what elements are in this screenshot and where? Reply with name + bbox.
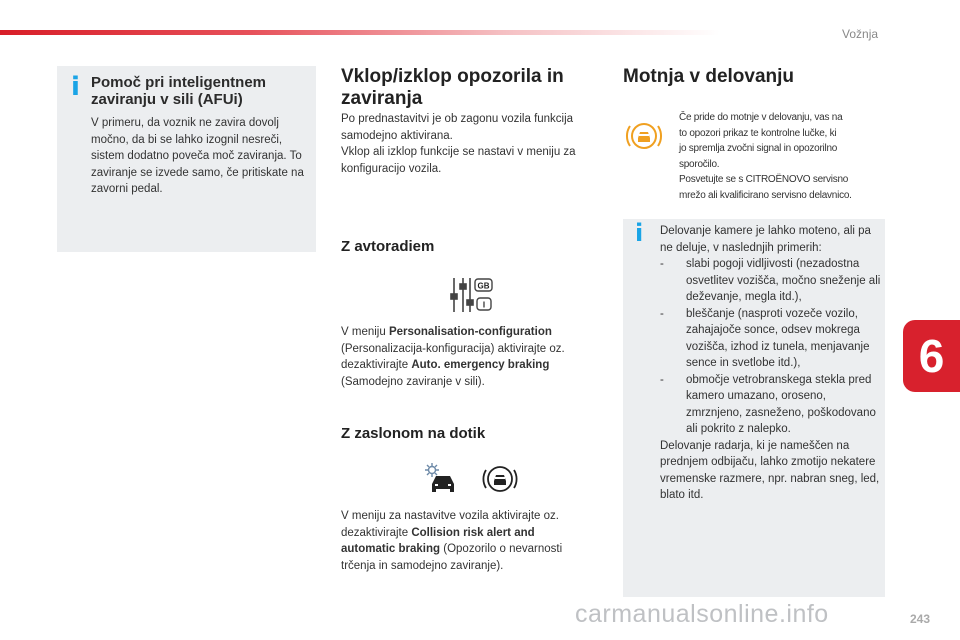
afu-title: Pomoč pri inteligentnem zaviranju v sili (AFUi) [91,74,267,108]
braking-warning-icon [624,118,664,154]
malfunction-text: Če pride do motnje v delovanju, vas na to opozori prikaz te kontrolne lučke, ki jo spremlja zvočni signal in opozorilno sporočilo. Posvetujte se s CITROËNOVO servisno mrežo ali kvalificirano servisno delavnico. [679,112,852,201]
chapter-number: 6 [918,330,945,382]
info-icon: i [635,219,644,247]
icon-label-i: I [482,300,486,310]
activation-text: Po prednastavitvi je ob zagonu vozila funkcija samodejno aktivirana. Vklop ali izklop funkcije se nastavi v meniju za konfiguracijo vozila. [341,113,576,175]
camera-info-panel [623,219,885,597]
header-accent-bar [0,30,720,35]
list-item: - bleščanje (nasproti vozeče vozilo, zahajajoče sonce, odsev mokrega vozišča, izhod iz tunela, menjavanje sence in svetlobe itd.), [660,307,870,369]
list-item: - območje vetrobranskega stekla pred kamero umazano, oroseno, zmrznjeno, zasneženo, poškodovano ali pokrito z nalepko. [660,373,876,435]
afu-info-panel [57,66,316,252]
touchscreen-text: V meniju za nastavitve vozila aktivirajte oz. dezaktivirajte Collision risk alert and automatic braking (Opozorilo o nevarnosti trčenja in samodejno zaviranje). [341,510,563,572]
camera-info-text: Delovanje kamere je lahko moteno, ali pa ne deluje, v naslednjih primerih: - slabi pogoji vidljivosti (nezadostna osvetlitev vozišča, močno sneženje ali deževanje, megla itd.), - bleščanje (nasproti vozeče vozilo, zahajajoče sonce, odsev mokrega vozišča, izhod iz tunela, menjavanje sence in svetlobe itd.), - območje vetrobranskega stekla pred kamero umazano, oroseno, zmrznjeno, zasneženo, poškodovano ali pokrito z nalepko. Delovanje radarja, ki je nameščen na prednjem odbijaču, lahko zmotijo nekatere vremenske razmere, npr. nabran sneg, led, blato itd. [660,225,881,501]
collision-alert-icon [482,462,518,496]
malfunction-title: Motnja v delovanju [623,66,795,87]
section-title: Vožnja [842,27,879,41]
activation-title: Vklop/izklop opozorila in zaviranja [341,66,564,109]
chapter-tab [903,320,960,392]
list-item: - slabi pogoji vidljivosti (nezadostna osvetlitev vozišča, močno sneženje ali deževanje, megla itd.), [660,258,881,303]
icon-label-gb: GB [477,281,490,291]
info-icon: i [71,72,80,102]
touchscreen-title: Z zaslonom na dotik [341,425,486,442]
settings-sliders-icon [446,276,496,314]
vehicle-settings-icon [424,462,460,496]
afu-text: V primeru, da voznik ne zavira dovolj močno, da bi se lahko izognil nesreči, sistem dodatno poveča moč zaviranja. To zaviranje se izvede samo, če pritiskate na zavorni pedal. [91,117,304,195]
autoradio-text: V meniju Personalisation-configuration (Personalizacija-konfiguracija) aktivirajte oz. dezaktivirajte Auto. emergency braking (Samodejno zaviranje v sili). [341,326,565,388]
autoradio-title: Z avtoradiem [341,238,435,255]
watermark: carmanualsonline.info [575,600,829,628]
page-number: 243 [910,612,931,626]
